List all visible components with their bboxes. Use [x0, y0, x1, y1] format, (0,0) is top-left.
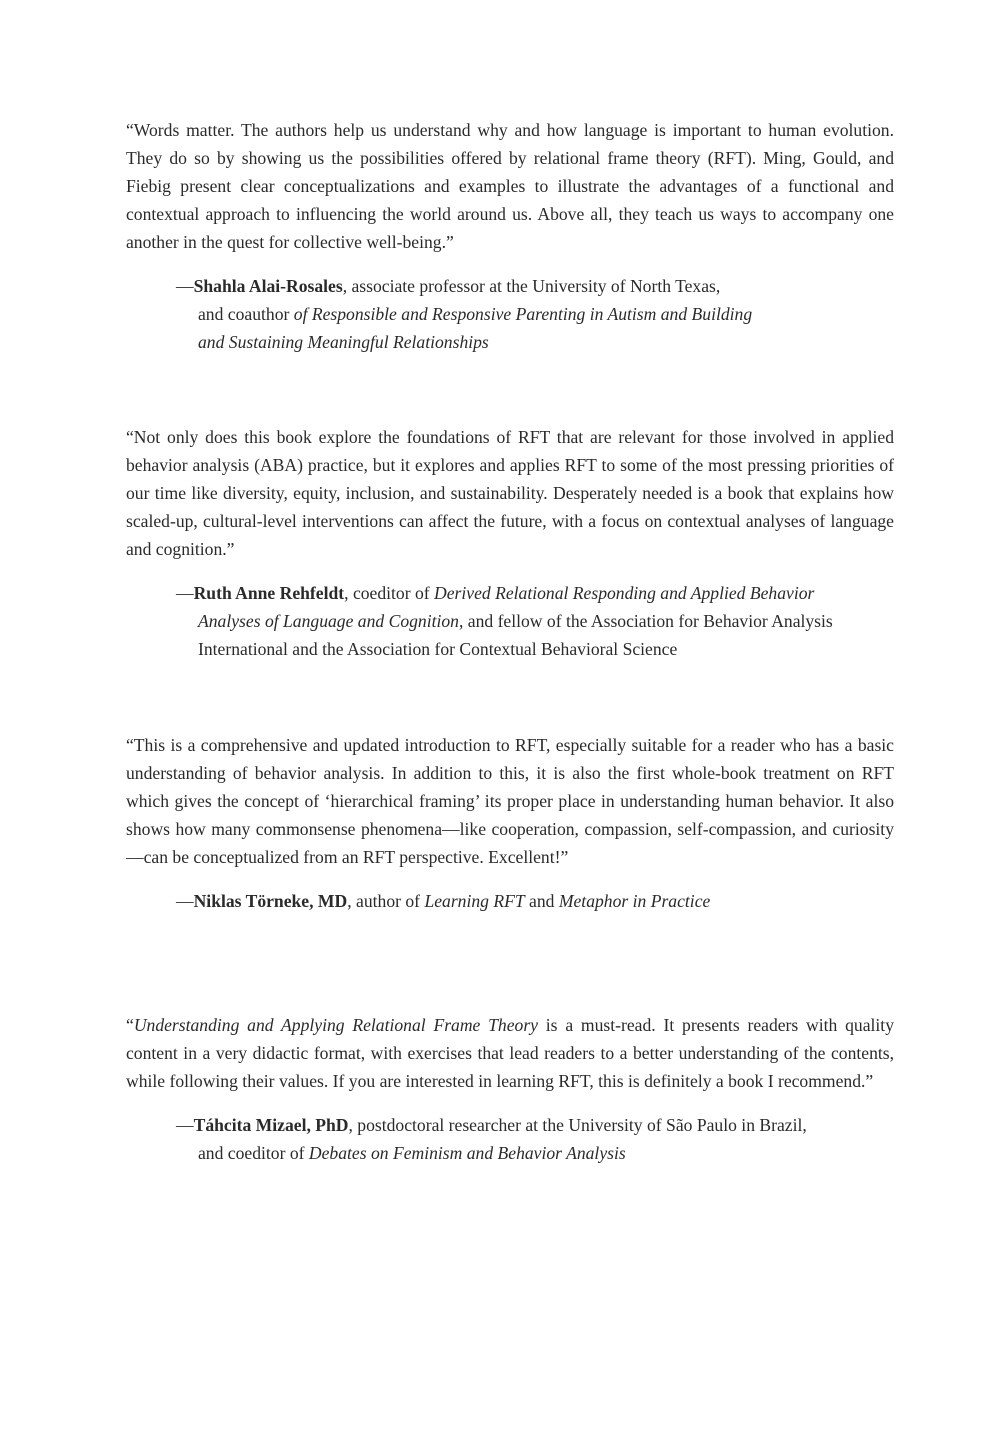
blurb-attribution — [176, 272, 894, 356]
author-credentials: and coauthor — [198, 304, 294, 324]
em-dash: — — [176, 1115, 194, 1135]
book-title: Debates on Feminism and Behavior Analysis — [308, 1143, 626, 1163]
blurb-quote — [126, 1011, 894, 1095]
author-credentials: , postdoctoral researcher at the University of São Paulo in Brazil, — [348, 1115, 807, 1135]
em-dash: — — [176, 583, 194, 603]
author-name: Táhcita Mizael, PhD — [193, 1115, 349, 1135]
blurb-quote — [126, 423, 894, 563]
blurb-attribution — [176, 1111, 894, 1167]
book-title: Derived Relational Responding and Applied Behavior — [434, 583, 815, 603]
author-credentials: and coeditor of — [198, 1143, 309, 1163]
blurb-4 — [126, 1011, 894, 1167]
book-title: Analyses of Language and Cognition — [198, 611, 459, 631]
conjunction: and — [524, 891, 559, 911]
em-dash: — — [176, 891, 194, 911]
book-title: Learning RFT — [424, 891, 525, 911]
quote-rest: is a must-read. It presents readers with quality content in a very didactic format, with exercises that lead readers to a better understanding of the contents, while following their values. If you are interested in learning RFT, this is definitely a book I recommend.” — [126, 1015, 894, 1091]
book-title: and Sustaining Meaningful Relationships — [198, 332, 489, 352]
quote-text: “Not only does this book explore the foundations of RFT that are relevant for those involved in applied behavior analysis (ABA) practice, but it explores and applies RFT to some of the most pressing priorities of our time like diversity, equity, inclusion, and sustainability. Desperately needed is a book that explains how scaled-up, cultural-level interventions can affect the future, with a focus on contextual analyses of language and cognition.” — [126, 427, 894, 559]
quote-text: “This is a comprehensive and updated introduction to RFT, especially suitable for a reader who has a basic understanding of behavior analysis. In addition to this, it is also the first whole-book treatment on RFT which gives the concept of ‘hierarchical framing’ its proper place in understanding human behavior. It also shows how many commonsense phenomena—like cooperation, compassion, self-compassion, and curiosity—can be conceptualized from an RFT perspective. Excellent!” — [126, 735, 894, 867]
blurb-2 — [126, 423, 894, 663]
blurb-3 — [126, 731, 894, 915]
book-title: Understanding and Applying Relational Frame Theory — [133, 1015, 538, 1035]
author-credentials: International and the Association for Contextual Behavioral Science — [198, 639, 678, 659]
blurb-attribution — [176, 887, 894, 915]
author-name: Shahla Alai-Rosales — [193, 276, 343, 296]
book-title: of Responsible and Responsive Parenting in Autism and Building — [293, 304, 753, 324]
book-title: Metaphor in Practice — [558, 891, 711, 911]
quote-open: “ — [126, 1015, 134, 1035]
author-credentials: , and fellow of the Association for Behavior Analysis — [458, 611, 833, 631]
em-dash: — — [176, 276, 194, 296]
quote-text: “Words matter. The authors help us understand why and how language is important to human evolution. They do so by showing us the possibilities offered by relational frame theory (RFT). Ming, Gould, and Fiebig present clear conceptualizations and examples to illustrate the advantages of a functional and contextual approach to influencing the world around us. Above all, they teach us ways to accompany one another in the quest for collective well-being.” — [126, 120, 894, 252]
blurb-quote — [126, 731, 894, 871]
quote-text — [126, 1011, 894, 1095]
blurb-quote — [126, 116, 894, 256]
blurb-attribution — [176, 579, 894, 663]
blurb-1 — [126, 116, 894, 356]
author-credentials: , author of — [347, 891, 425, 911]
author-credentials: , coeditor of — [344, 583, 435, 603]
author-name: Niklas Törneke, MD — [193, 891, 348, 911]
author-credentials: , associate professor at the University of North Texas, — [342, 276, 721, 296]
author-name: Ruth Anne Rehfeldt — [193, 583, 345, 603]
